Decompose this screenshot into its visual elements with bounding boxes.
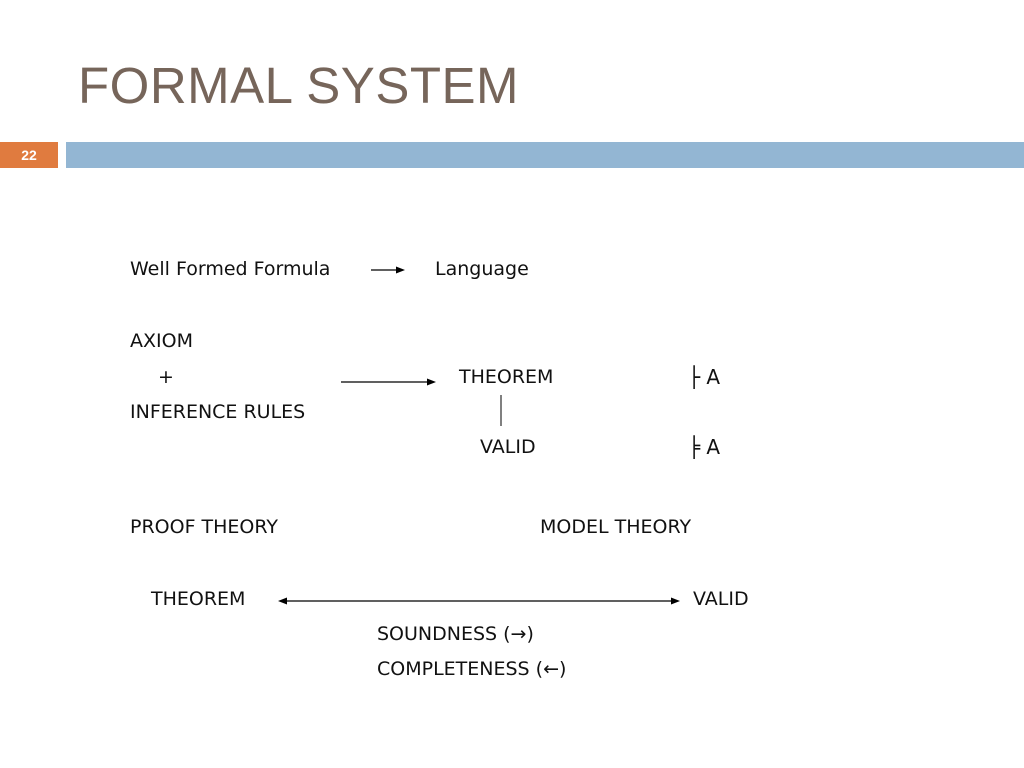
soundness-arrow-right-head xyxy=(671,598,680,605)
proof-theory-label: PROOF THEORY xyxy=(130,516,278,538)
language-label: Language xyxy=(435,258,529,280)
model-theory-label: MODEL THEORY xyxy=(540,516,692,538)
title-accent-bar xyxy=(66,142,1024,168)
soundness-label: SOUNDNESS (→) xyxy=(377,623,534,645)
axiom-label: AXIOM xyxy=(130,330,193,352)
valid-label-2: VALID xyxy=(693,588,749,610)
theorem-label-2: THEOREM xyxy=(151,588,246,610)
double-turnstile-a: ╞ A xyxy=(688,435,721,459)
wff-label: Well Formed Formula xyxy=(130,258,331,280)
slide-number-badge: 22 xyxy=(0,142,58,168)
soundness-arrow-left-head xyxy=(278,598,287,605)
wff-arrow-head xyxy=(396,267,405,274)
inference-rules-label: INFERENCE RULES xyxy=(130,401,306,423)
turnstile-a: ├ A xyxy=(688,365,721,389)
completeness-label: COMPLETENESS (←) xyxy=(377,658,567,680)
theorem-label: THEOREM xyxy=(459,366,554,388)
valid-label: VALID xyxy=(480,436,536,458)
slide-title: FORMAL SYSTEM xyxy=(78,57,519,114)
plus-sign: + xyxy=(158,366,174,388)
inference-arrow-head xyxy=(427,379,436,386)
